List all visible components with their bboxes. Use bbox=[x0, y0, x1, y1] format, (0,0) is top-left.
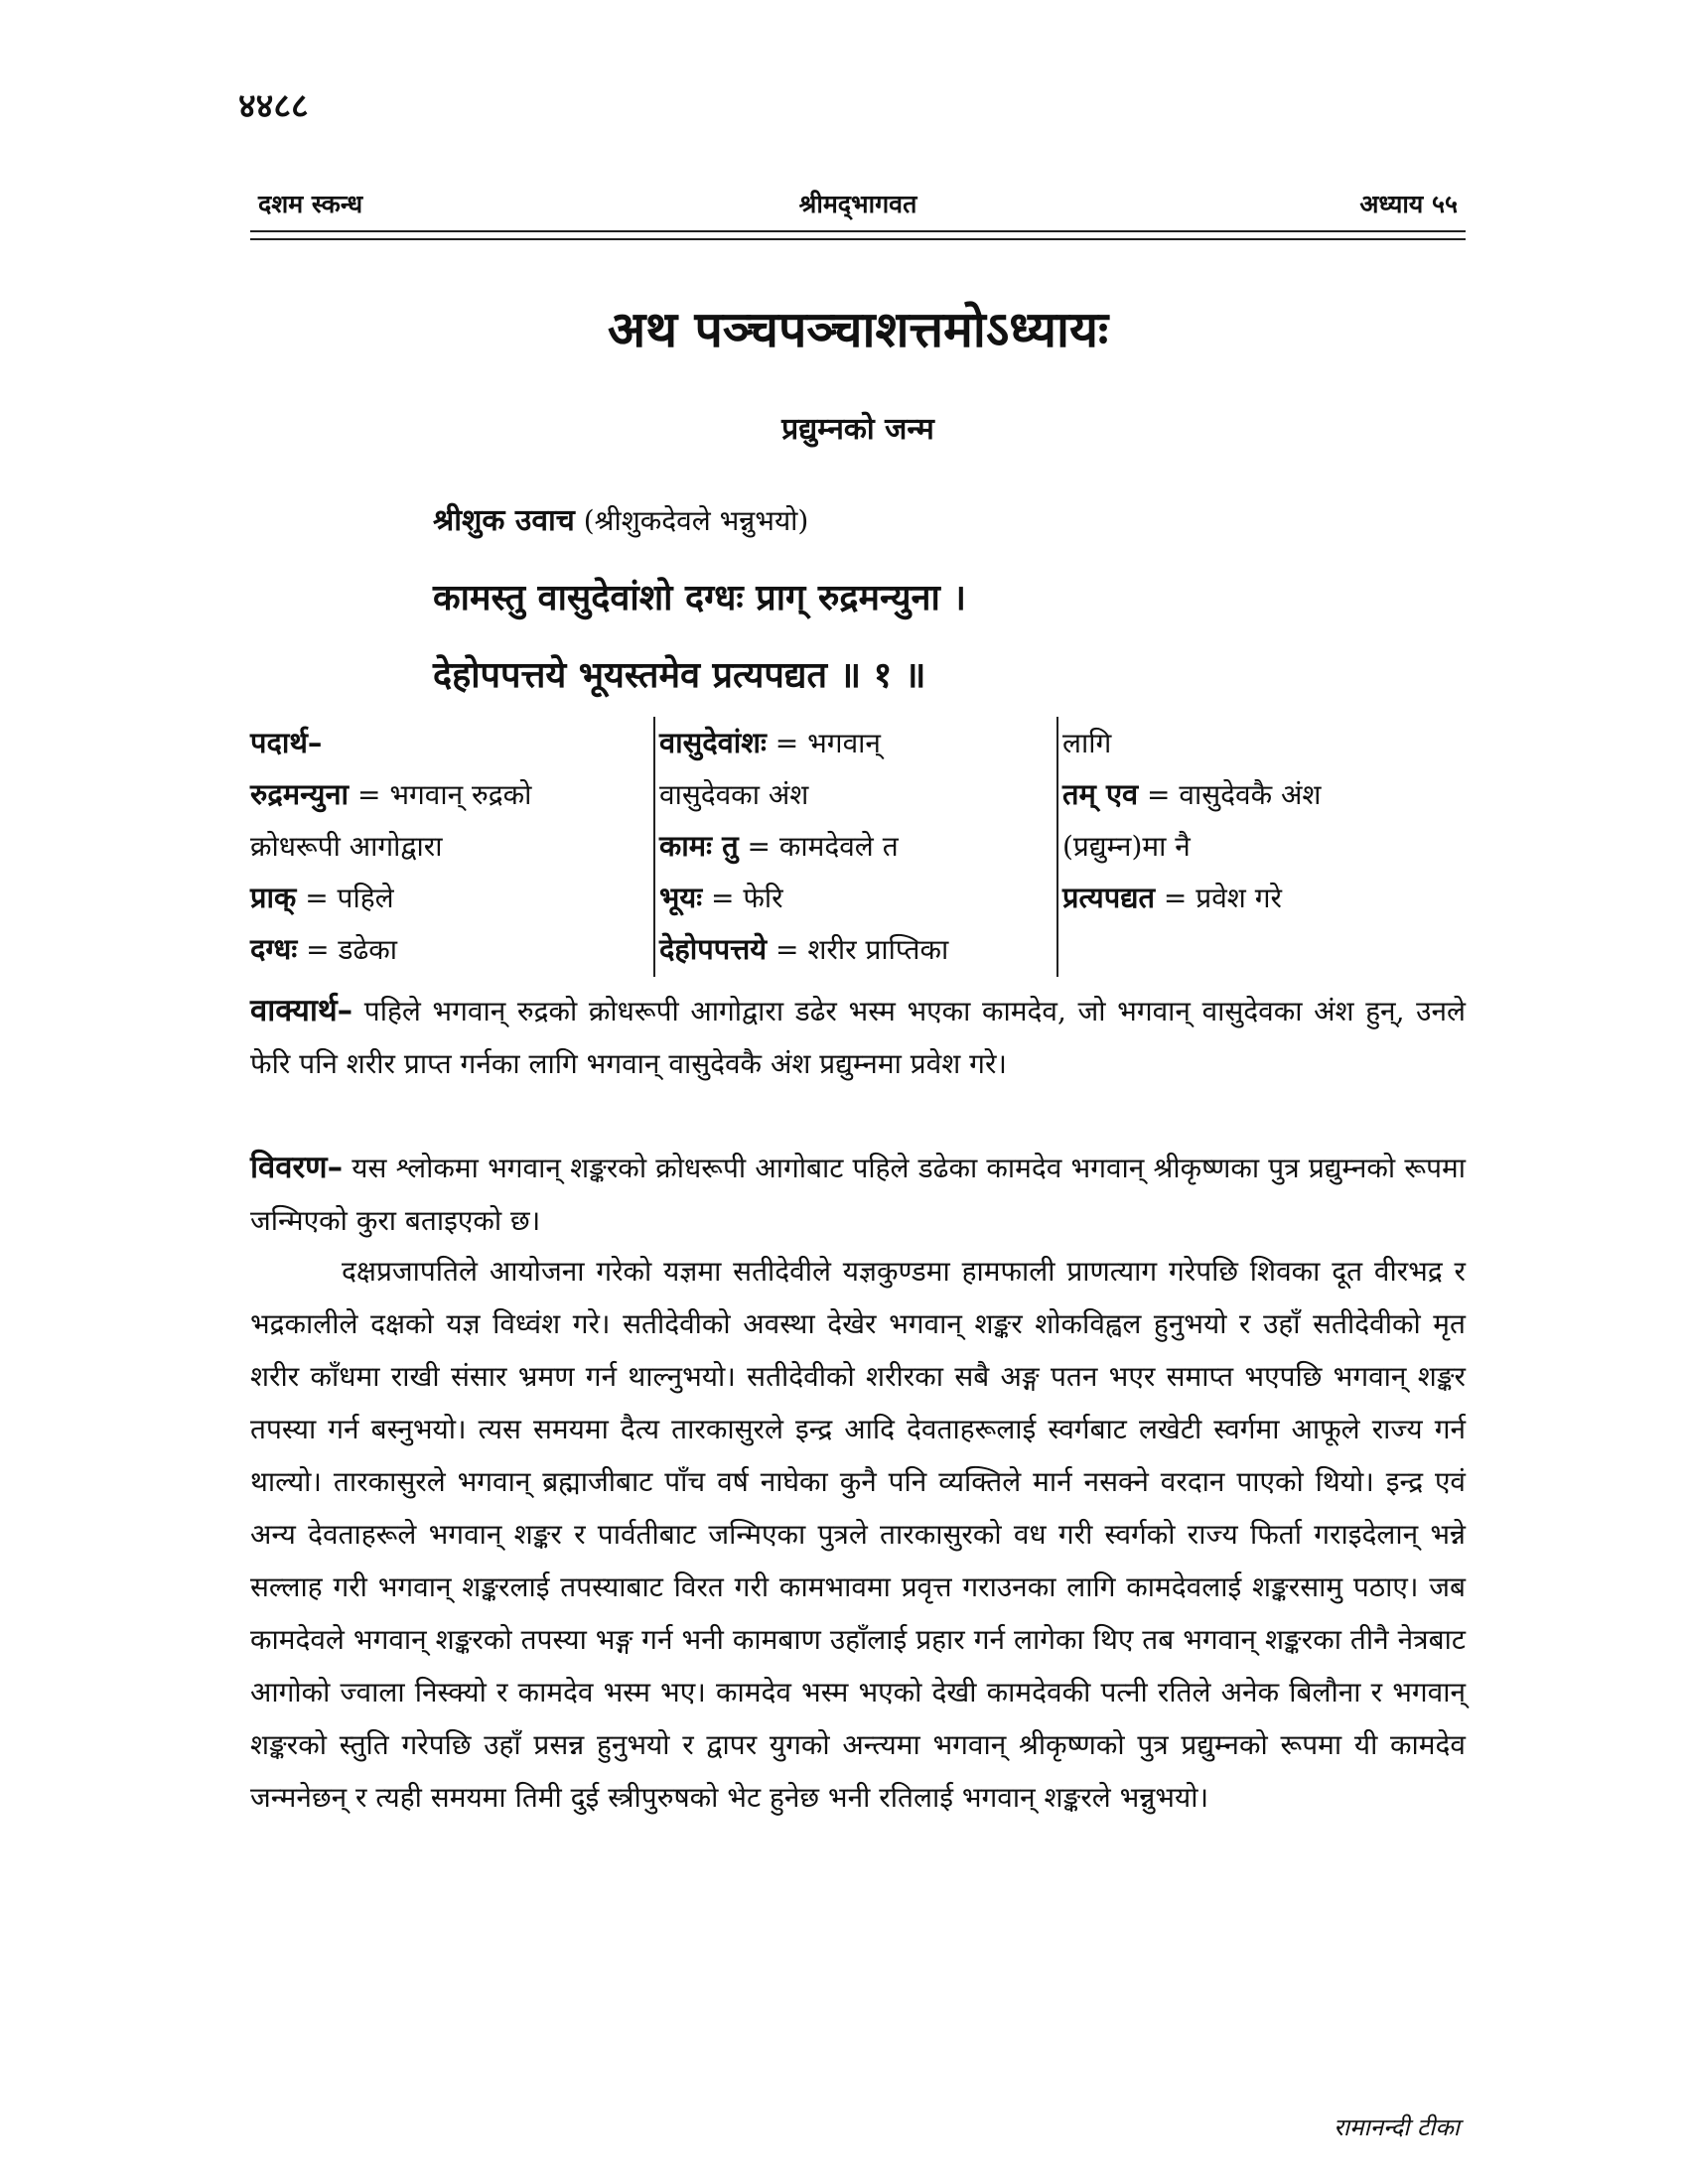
glossary-entry bbox=[1062, 768, 1472, 820]
glossary-entry bbox=[1062, 820, 1472, 872]
glossary-term: पदार्थ– bbox=[250, 726, 323, 759]
running-header-chapter: अध्याय ५५ bbox=[1359, 190, 1458, 218]
glossary-meaning: क्रोधरूपी आगोद्वारा bbox=[250, 830, 443, 863]
glossary-entry bbox=[659, 717, 1056, 768]
verse-line-1: कामस्तु वासुदेवांशो दग्धः प्राग् रुद्रमन्युना । bbox=[433, 578, 966, 618]
speaker-gloss: (श्रीशुकदेवले भन्नुभयो) bbox=[583, 504, 809, 537]
vakyartha-text: पहिले भगवान् रुद्रको क्रोधरूपी आगोद्वारा डढेर भस्म भएका कामदेव, जो भगवान् वासुदेवका अंश हुन्, उनले फेरि पनि शरीर प्राप्त गर्नका लागि भगवान् वासुदेवकै अंश प्रद्युम्नमा प्रवेश गरे। bbox=[250, 995, 1466, 1080]
footer-commentary-name: रामानन्दी टीका bbox=[1334, 2114, 1460, 2141]
glossary-term: रुद्रमन्युना bbox=[250, 777, 350, 811]
running-header bbox=[250, 181, 1466, 224]
glossary-entry bbox=[250, 872, 647, 923]
header-rule-top bbox=[250, 230, 1466, 232]
glossary-meaning: = पहिले bbox=[296, 882, 394, 914]
glossary-term: तम् एव bbox=[1062, 777, 1139, 811]
chapter-subtitle: प्रद्युम्नको जन्म bbox=[781, 412, 934, 447]
page-number: ४४८८ bbox=[238, 86, 309, 126]
glossary-term: देहोपपत्तये bbox=[659, 932, 768, 966]
speaker-name: श्रीशुक उवाच bbox=[433, 503, 575, 538]
header-rule-bottom bbox=[250, 238, 1466, 240]
glossary-column-1 bbox=[250, 717, 647, 977]
chapter-title: अथ पञ्चपञ्चाशत्तमोऽध्यायः bbox=[607, 301, 1109, 358]
vivaran-text: यस श्लोकमा भगवान् शङ्करको क्रोधरूपी आगोबाट पहिले डढेका कामदेव भगवान् श्रीकृष्णका पुत्र प्रद्युम्नको रूपमा जन्मिएको कुरा बताइएको छ। bbox=[250, 1152, 1466, 1237]
glossary-term: कामः तु bbox=[659, 829, 739, 863]
glossary-entry bbox=[1062, 872, 1472, 923]
glossary-entry bbox=[1062, 717, 1472, 768]
verse-line-2: देहोपपत्तये भूयस्तमेव प्रत्यपद्यत ॥ १ ॥ bbox=[433, 655, 926, 696]
glossary-meaning: वासुदेवका अंश bbox=[659, 778, 809, 811]
vivaran-label: विवरण– bbox=[250, 1150, 344, 1185]
vivaran-paragraph bbox=[250, 1142, 1466, 1247]
vakyartha-label: वाक्यार्थ– bbox=[250, 993, 353, 1028]
glossary-term: प्रत्यपद्यत bbox=[1062, 881, 1156, 914]
glossary-meaning: लागि bbox=[1062, 727, 1112, 759]
glossary-term: भूयः bbox=[659, 881, 703, 914]
glossary-entry bbox=[659, 768, 1056, 820]
glossary-entry bbox=[250, 923, 647, 975]
vakyartha-paragraph bbox=[250, 985, 1466, 1090]
glossary-term: प्राक् bbox=[250, 881, 297, 914]
glossary-meaning: = वासुदेवकै अंश bbox=[1138, 778, 1322, 811]
glossary-entry bbox=[659, 923, 1056, 975]
speaker-line bbox=[433, 498, 808, 539]
commentary-paragraph: दक्षप्रजापतिले आयोजना गरेको यज्ञमा सतीदेवीले यज्ञकुण्डमा हामफाली प्राणत्याग गरेपछि शिवका दूत वीरभद्र र भद्रकालीले दक्षको यज्ञ विध्वंश गरे। सतीदेवीको अवस्था देखेर भगवान् शङ्कर शोकविह्वल हुनुभयो र उहाँ सतीदेवीको मृत शरीर काँधमा राखी संसार भ्रमण गर्न थाल्नुभयो। सतीदेवीको शरीरका सबै अङ्ग पतन भएर समाप्त भएपछि भगवान् शङ्कर तपस्या गर्न बस्नुभयो। त्यस समयमा दैत्य तारकासुरले इन्द्र आदि देवताहरूलाई स्वर्गबाट लखेटी स्वर्गमा आफूले राज्य गर्न थाल्यो। तारकासुरले भगवान् ब्रह्माजीबाट पाँच वर्ष नाघेका कुनै पनि व्यक्तिले मार्न नसक्ने वरदान पाएको थियो। इन्द्र एवं अन्य देवताहरूले भगवान् शङ्कर र पार्वतीबाट जन्मिएका पुत्रले तारकासुरको वध गरी स्वर्गको राज्य फिर्ता गराइदेलान् भन्ने सल्लाह गरी भगवान् शङ्करलाई तपस्याबाट विरत गरी कामभावमा प्रवृत्त गराउनका लागि कामदेवलाई शङ्करसामु पठाए। जब कामदेवले भगवान् शङ्करको तपस्या भङ्ग गर्न भनी कामबाण उहाँलाई प्रहार गर्न लागेका थिए तब भगवान् शङ्करका तीनै नेत्रबाट आगोको ज्वाला निस्क्यो र कामदेव भस्म भए। कामदेव भस्म भएको देखी कामदेवकी पत्नी रतिले अनेक बिलौना र भगवान् शङ्करको स्तुति गरेपछि उहाँ प्रसन्न हुनुभयो र द्वापर युगको अन्त्यमा भगवान् श्रीकृष्णको पुत्र प्रद्युम्नको रूपमा यी कामदेव जन्मनेछन् र त्यही समयमा तिमी दुई स्त्रीपुरुषको भेट हुनेछ भनी रतिलाई भगवान् शङ्करले भन्नुभयो। bbox=[250, 1255, 1466, 1814]
glossary-entry bbox=[659, 820, 1056, 872]
glossary-entry bbox=[250, 768, 647, 820]
glossary-meaning: = प्रवेश गरे bbox=[1155, 882, 1282, 914]
glossary-meaning: = डढेका bbox=[297, 933, 398, 966]
glossary-meaning: = शरीर प्राप्तिका bbox=[767, 933, 949, 966]
glossary-meaning: (प्रद्युम्न)मा नै bbox=[1062, 830, 1191, 863]
glossary-term: वासुदेवांशः bbox=[659, 726, 767, 759]
glossary-entry bbox=[250, 717, 647, 768]
glossary-entry bbox=[250, 820, 647, 872]
glossary-entry bbox=[659, 872, 1056, 923]
running-header-title: श्रीमद्‌भागवत bbox=[798, 190, 917, 218]
glossary-meaning: = भगवान् रुद्रको bbox=[349, 778, 532, 811]
glossary-column-2 bbox=[653, 717, 1056, 977]
word-meaning-glossary bbox=[250, 717, 1466, 977]
glossary-term: दग्धः bbox=[250, 932, 298, 966]
glossary-column-3 bbox=[1056, 717, 1472, 977]
glossary-meaning: = भगवान् bbox=[766, 727, 881, 759]
running-header-book: दशम स्कन्ध bbox=[258, 190, 363, 218]
glossary-meaning: = कामदेवले त bbox=[738, 830, 899, 863]
glossary-meaning: = फेरि bbox=[702, 882, 783, 914]
